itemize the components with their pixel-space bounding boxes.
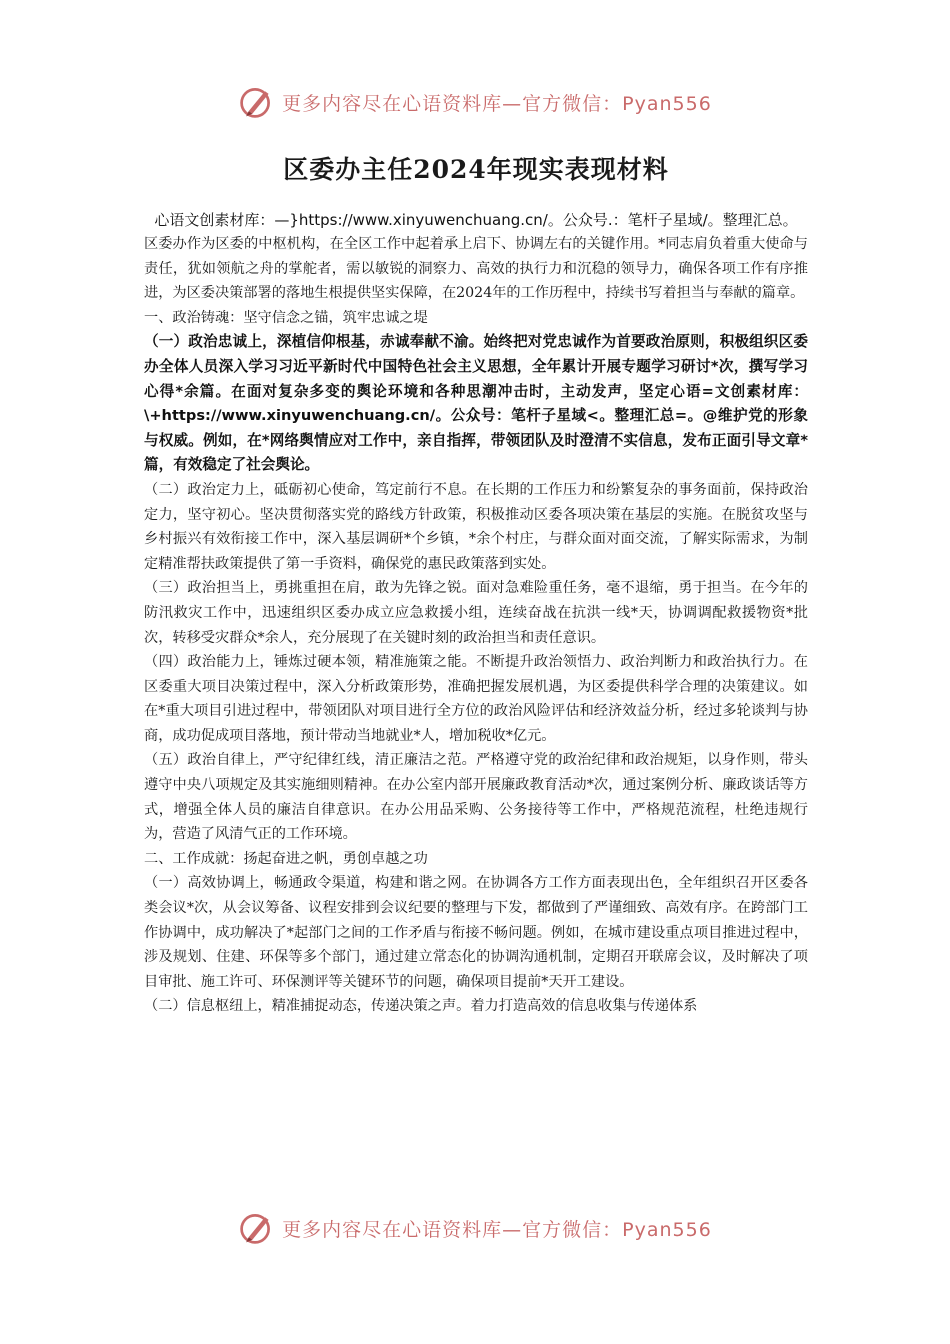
section-1-heading: 一、政治铸魂：坚守信念之锚，筑牢忠诚之堤 (144, 309, 428, 326)
section-1-paragraph-5: （五）政治自律上，严守纪律红线，清正廉洁之范。严格遵守党的政治纪律和政治规矩，以身作则，带头遵守中央八项规定及其实施细则精神。在办公室内部开展廉政教育活动*次，通过案例分析、廉政谈话等方式，增强全体人员的廉洁自律意识。在办公用品采购、公务接待等工作中，严格规范流程，杜绝违规行为，营造了风清气正的工作环境。 (144, 752, 808, 843)
footer-banner-text: 更多内容尽在心语资料库—官方微信：Pyan556 (282, 1218, 712, 1241)
section-1-paragraph-2: （二）政治定力上，砥砺初心使命，笃定前行不息。在长期的工作压力和纷繁复杂的事务面前，保持政治定力，坚守初心。坚决贯彻落实党的路线方针政策，积极推动区委各项决策在基层的实施。在脱贫攻坚与乡村振兴有效衔接工作中，深入基层调研*个乡镇，*余个村庄，与群众面对面交流，了解实际需求，为制定精准帮扶政策提供了第一手资料，确保党的惠民政策落到实处。 (144, 481, 808, 572)
section-1-paragraph-1: （一）政治忠诚上，深植信仰根基，赤诚奉献不渝。始终把对党忠诚作为首要政治原则，积极组织区委办全体人员深入学习习近平新时代中国特色社会主义思想，全年累计开展专题学习研讨*次，撰写学习心得*余篇。在面对复杂多变的舆论环境和各种思潮冲击时，主动发声，坚定心语=文创素材库：\+https://www.xinyuwenchuang.cn/。公众号：笔杆子星域<。整理汇总=。@维护党的形象与权威。例如，在*网络舆情应对工作中，亲自指挥，带领团队及时澄清不实信息，发布正面引导文章*篇，有效稳定了社会舆论。 (144, 333, 808, 474)
footer-watermark-banner (0, 1210, 950, 1246)
section-1-paragraph-3: （三）政治担当上，勇挑重担在肩，敢为先锋之锐。面对急难险重任务，毫不退缩，勇于担当。在今年的防汛救灾工作中，迅速组织区委办成立应急救援小组，连续奋战在抗洪一线*天，协调调配救援物资*批次，转移受灾群众*余人，充分展现了在关键时刻的政治担当和责任意识。 (144, 580, 808, 646)
section-2-heading: 二、工作成就：扬起奋进之帆，勇创卓越之功 (144, 850, 428, 867)
document-title: 区委办主任2024年现实表现材料 (283, 155, 669, 184)
intro-paragraph: 区委办作为区委的中枢机构，在全区工作中起着承上启下、协调左右的关键作用。*同志肩负着重大使命与责任，犹如领航之舟的掌舵者，需以敏锐的洞察力、高效的执行力和沉稳的领导力，确保各项工作有序推进，为区委决策部署的落地生根提供坚实保障，在2024年的工作历程中，持续书写着担当与奉献的篇章。 (144, 236, 808, 302)
section-2-paragraph-2: （二）信息枢纽上，精准捕捉动态，传递决策之声。着力打造高效的信息收集与传递体系 (144, 998, 698, 1015)
header-banner-text: 更多内容尽在心语资料库—官方微信：Pyan556 (282, 92, 712, 115)
document-body (144, 150, 808, 1019)
section-1-paragraph-4: （四）政治能力上，锤炼过硬本领，精准施策之能。不断提升政治领悟力、政治判断力和政治执行力。在区委重大项目决策过程中，深入分析政策形势，准确把握发展机遇，为区委提供科学合理的决策建议。如在*重大项目引进过程中，带领团队对项目进行全方位的政治风险评估和经济效益分析，经过多轮谈判与协商，成功促成项目落地，预计带动当地就业*人，增加税收*亿元。 (144, 654, 808, 744)
pen-logo-icon (238, 84, 274, 120)
header-watermark-banner (0, 84, 950, 120)
section-2-paragraph-1: （一）高效协调上，畅通政令渠道，构建和谐之网。在协调各方工作方面表现出色，全年组织召开区委各类会议*次，从会议筹备、议程安排到会议纪要的整理与下发，都做到了严谨细致、高效有序。在跨部门工作协调中，成功解决了*起部门之间的工作矛盾与衔接不畅问题。例如，在城市建设重点项目推进过程中，涉及规划、住建、环保等多个部门，通过建立常态化的协调沟通机制，定期召开联席会议，及时解决了项目审批、施工许可、环保测评等关键环节的问题，确保项目提前*天开工建设。 (144, 875, 808, 990)
pen-logo-icon (238, 1210, 274, 1246)
source-line: 心语文创素材库：—}https://www.xinyuwenchuang.cn/。公众号.：笔杆子星域/。整理汇总。 (154, 211, 798, 229)
